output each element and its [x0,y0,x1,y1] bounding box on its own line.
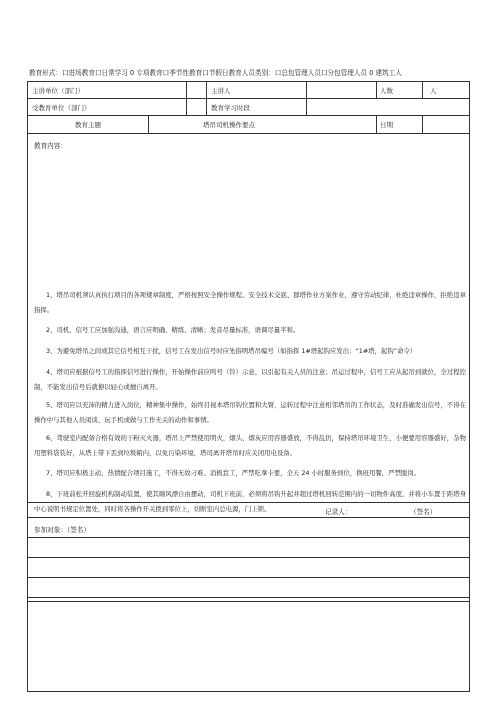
content-paragraph-6: 6、驾驶室内配备合格有效的干粉灭火器，塔吊上严禁使用明火，烟头、烟灰应用容器盛放，不得乱扔，保持塔吊环境卫生，小便要用容器盛好，杂物用塑料袋装好，从塔上带下丢到垃圾箱内，以免污染环境，塔司离开塔吊时应关闭用电设备。 [34,434,466,457]
education-record-table [27,81,470,692]
recorder-row [28,502,469,518]
education-period-label: 教育学习时段 [211,103,250,112]
table-row-recipient [28,99,469,116]
table-row-speaker [28,82,469,99]
topic-label: 教育主题 [75,121,101,129]
attendee-count-unit: 人 [430,86,437,95]
content-paragraph-3: 3、为避免塔吊之间或其它信号相互干扰，信号工在发出信号时应先指明塔吊编号（如指挥 1#塔起钩应发出：“1#塔，起钩”命令） [46,347,417,355]
content-paragraph-5: 5、塔司应以充沛的精力进入岗位，精神集中操作，始终目视本塔吊钩位置和大臂，运转过程中注意相邻塔吊的工作状态，及时准确发出信号，不得在操作中与其他人员闲谈、玩手机或做与工作无关的动作和事情。 [34,401,466,424]
education-period-value[interactable] [306,99,469,115]
participant-signature-line[interactable] [28,538,469,558]
content-label: 教育内容： [34,142,67,150]
content-paragraph-8: 8、下班前松开回旋机构制动装置，使其顺风漂自由摆动，司机下班前，必须将吊钩升起并超过塔机回转范围内的一切物件高度，并将小车置于距塔身中心说明书规定位置处，同时将各操作开关拨到零位上，切断室内总电源，门上锁。 [34,490,466,513]
speaker-unit-label: 主讲单位（部门） [32,86,84,95]
participants-row [28,518,469,538]
participant-signature-area[interactable] [28,598,469,691]
attendee-count-label: 人数 [380,86,393,95]
recorder-label: 记录人： [325,508,352,516]
education-type-line: 教育形式：口进场教育口日常学习 0 专项教育口季节性教育口节假日教育人员类别：口总包管理人员口分包管理人员 0 建筑工人 [29,69,402,77]
content-paragraph-4: 4、塔司应根据信号工的指挥信号进行操作，开始操作前应鸣号（铃）示意，以引起有关人员的注意；吊运过程中，信号工应从起吊到就位，全过程控制，不能发出信号后就撩以轻心或擅自离开。 [34,368,466,391]
speaker-unit-value[interactable] [186,82,206,98]
topic-value: 塔吊司机操作要点 [203,121,255,129]
date-value[interactable] [422,116,469,133]
content-paragraph-7: 7、塔司应积极主动，热情配合项目施工，不得无故刁难、消极怠工，严禁吃拿卡要，全天 24 小时服务到位，换班用餐，严禁脱岗。 [46,469,421,477]
participant-signature-line[interactable] [28,578,469,598]
speaker-value[interactable] [306,82,376,98]
recipient-unit-label: 受教育单位（部门） [32,103,91,112]
date-label: 日期 [380,121,393,129]
participants-label: 参加对象：（签名） [34,526,91,534]
speaker-label: 主讲人 [211,86,231,95]
recorder-signature-hint: （签名） [410,508,437,516]
content-paragraph-2: 2、司机、信号工应加强沟通，语言应明确、精练、清晰；发音尽量标准，语调尽量平和。 [46,326,300,334]
recipient-unit-value[interactable] [186,99,206,115]
table-row-topic [28,116,469,134]
content-paragraph-1: 1、塔吊司机须认真执行项目的各项规章制度，严格按照安全操作规程、安全技术交底、群塔作业方案作业，遵守劳动纪律，杜绝违章操作，拒绝违章指挥。 [34,291,466,314]
participant-signature-line[interactable] [28,558,469,578]
